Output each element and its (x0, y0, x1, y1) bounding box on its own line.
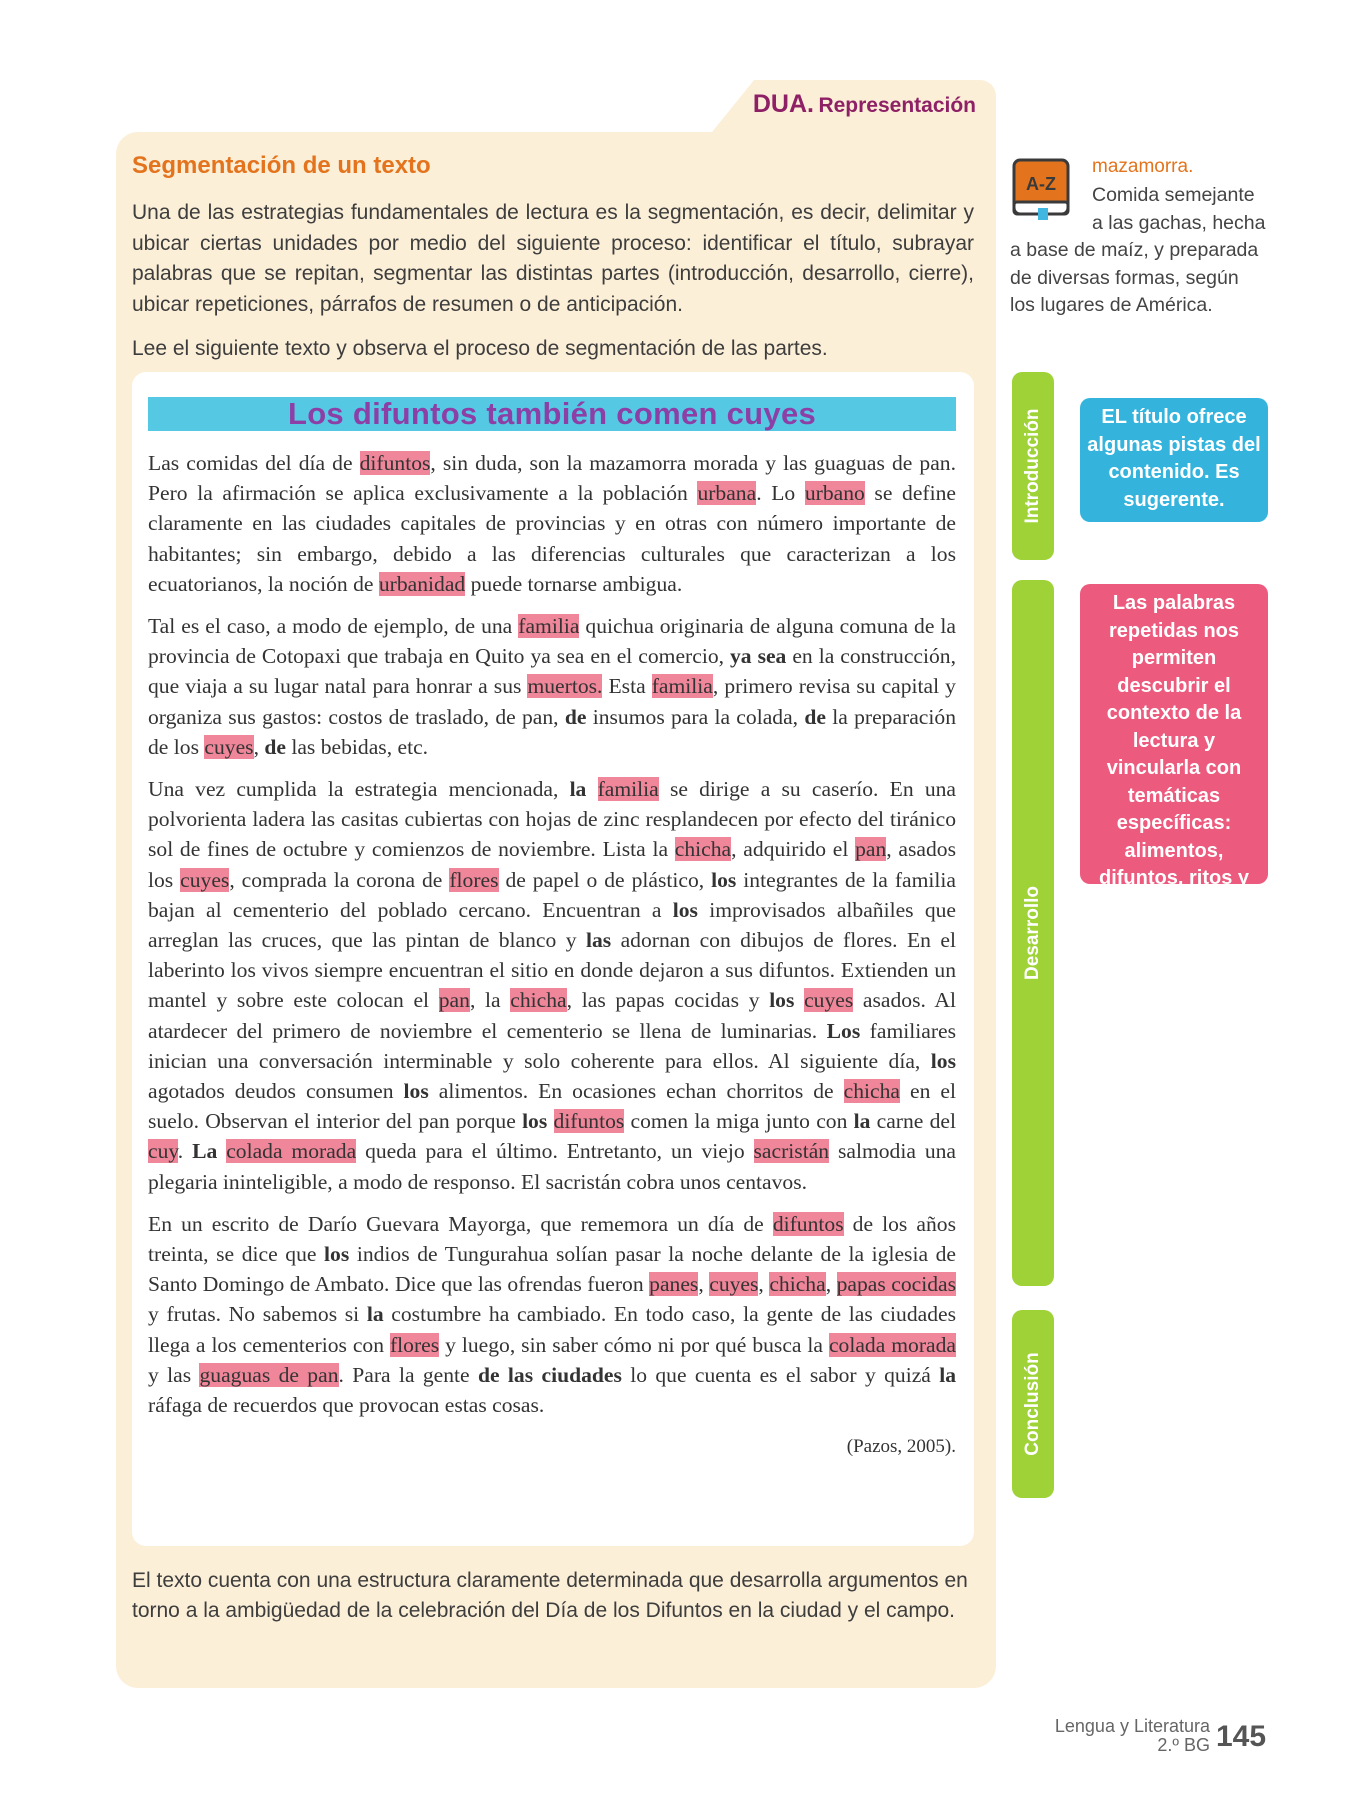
highlighted-word: chicha (674, 837, 732, 862)
highlighted-word: chicha (510, 988, 567, 1013)
highlighted-word: chicha (843, 1079, 901, 1104)
bold-word: los (324, 1242, 350, 1267)
text-run: de papel o de plástico, (498, 867, 712, 892)
text-run: , comprada la corona de (229, 867, 450, 892)
text-run: improvisados albañiles que arreglan las cruces, que las pintan de blanco y (148, 897, 957, 953)
text-run (547, 1109, 553, 1133)
dua-label: DUA. (752, 90, 814, 118)
text-run: . Para la gente (338, 1362, 478, 1387)
representation-label: Representación (818, 94, 976, 117)
text-run: en el suelo. Observan el interior del pan porque (148, 1079, 957, 1134)
highlighted-word: pan (855, 837, 887, 862)
text-run: agotados deudos consumen (148, 1079, 404, 1104)
text-run: , sin duda, son la mazamorra morada y las guaguas de pan. Pero la afirmación se aplica exclusivamente a la población (148, 451, 957, 506)
highlighted-word: difuntos (772, 1211, 844, 1236)
text-run: costumbre ha cambiado. En todo caso, la gente de las ciudades llega a los cementerios con (148, 1302, 956, 1357)
highlighted-word: cuyes (804, 988, 854, 1013)
highlighted-word: flores (449, 867, 499, 892)
bold-word: los (769, 988, 795, 1013)
bold-word: las (585, 928, 612, 953)
glossary-line: Comida semejante (1092, 184, 1255, 206)
bold-word: Los (826, 1018, 861, 1043)
segment-label-intro: Introducción (1022, 408, 1043, 524)
text-run: carne del (870, 1109, 957, 1134)
text-run: alimentos. En ocasiones echan chorritos de (428, 1079, 844, 1104)
highlighted-word: papas cocidas (836, 1272, 957, 1297)
bold-word: la (853, 1109, 871, 1134)
footer-grade: 2.º BG (1157, 1735, 1210, 1755)
section-title: Segmentación de un texto (132, 152, 431, 179)
highlighted-word: sacristán (753, 1139, 830, 1164)
highlighted-word: cuyes (180, 867, 230, 892)
highlighted-word: urbana (697, 481, 757, 506)
text-run: salmodia una plegaria ininteligible, a modo de responso. El sacristán cobra unos centavos. (148, 1139, 957, 1194)
glossary-definition (1010, 182, 1270, 320)
highlighted-word: colada morada (226, 1139, 357, 1164)
bold-word: la (569, 777, 587, 802)
story-paragraph-2 (148, 611, 956, 762)
footer-subject: Lengua y Literatura (1054, 1716, 1210, 1736)
bold-word: los (930, 1048, 956, 1073)
story-paragraph-1 (148, 448, 956, 599)
text-run: puede tornarse ambigua. (465, 571, 683, 596)
text-run: , las papas cocidas y (566, 988, 770, 1013)
text-run: adornan con dibujos de flores. En el laberinto los vivos siempre encuentran el sitio en donde dejaron a sus difuntos. Extienden un mantel y sobre este colocan el (148, 928, 956, 1013)
text-run: y las (148, 1362, 200, 1387)
text-run (794, 988, 804, 1012)
text-run (586, 777, 597, 801)
highlighted-word: pan (438, 988, 470, 1013)
text-run: comen la miga junto con (624, 1109, 854, 1134)
text-run: asados. Al atardecer del primero de noviembre el cementerio se llena de luminarias. (148, 988, 956, 1043)
dua-header (736, 90, 976, 119)
story-citation: (Pazos, 2005). (846, 1436, 956, 1458)
highlighted-word: difuntos (359, 451, 431, 475)
text-run: Esta (602, 674, 652, 699)
text-run: integrantes de la familia bajan al cementerio del poblado cercano. Encuentran a (148, 867, 956, 922)
bold-word: de las ciudades (478, 1362, 622, 1387)
text-run: indios de Tungurahua solían pasar la noche delante de la iglesia de Santo Domingo de Ambato. Dice que las ofrendas fueron (148, 1242, 957, 1297)
text-run: en la construcción, que viaja a su lugar natal para honrar a sus (148, 644, 956, 699)
text-run: quichua originaria de alguna comuna de la provincia de Cotopaxi que trabaja en Quito ya sea en el comercio, (148, 614, 956, 669)
text-run: , primero revisa su capital y organiza sus gastos: costos de traslado, de pan, (148, 674, 956, 729)
glossary-line: a base de maíz, y preparada (1010, 239, 1259, 262)
text-run: las bebidas, etc. (285, 734, 429, 759)
glossary-line: los lugares de América. (1010, 294, 1213, 317)
text-run: familiares inician una conversación interminable y solo coherente para ellos. Al siguiente día, (148, 1018, 957, 1073)
bold-word: la (939, 1362, 957, 1387)
glossary-line: de diversas formas, según (1010, 266, 1239, 289)
text-run: , adquirido el (731, 837, 856, 862)
highlighted-word: cuy (148, 1139, 178, 1164)
highlighted-word: familia (518, 614, 580, 639)
glossary-line: a las gachas, hecha (1092, 211, 1266, 234)
highlighted-word: flores (389, 1332, 440, 1357)
text-run: , (253, 734, 265, 759)
glossary-term: mazamorra. (1092, 156, 1194, 177)
bold-word: de (264, 734, 286, 759)
highlighted-word: urbano (804, 481, 865, 506)
text-run: , (698, 1272, 710, 1297)
text-run: . Lo (756, 481, 805, 506)
text-run (217, 1139, 226, 1163)
bold-word: los (522, 1109, 548, 1134)
highlighted-word: familia (597, 777, 659, 802)
highlighted-word: colada morada (828, 1332, 957, 1357)
highlighted-word: guaguas de pan (199, 1362, 339, 1387)
page-number: 145 (1216, 1720, 1267, 1753)
text-run: se define claramente en las ciudades capitales de provincias y en otras con número importante de habitantes; sin embargo, debido a las diferencias culturales que caracterizan a los ecuatorianos, la noción de (148, 481, 956, 596)
section-instruction: Lee el siguiente texto y observa el proceso de segmentación de las partes. (132, 337, 828, 360)
text-run: ráfaga de recuerdos que provocan estas cosas. (148, 1393, 545, 1418)
bold-word: los (403, 1079, 429, 1104)
highlighted-word: cuyes (204, 734, 254, 759)
highlighted-word: panes (649, 1272, 699, 1297)
bold-word: ya sea (730, 644, 787, 669)
text-run: insumos para la colada, (586, 704, 805, 729)
repeated-words-note: Las palabras repetidas nos permiten descubrir el contexto de la lectura y vincularla con temáticas específicas: alimentos, difuntos, ritos y religión. (1080, 584, 1268, 884)
dictionary-icon-label: A-Z (1026, 174, 1056, 194)
highlighted-word: chicha (769, 1272, 826, 1297)
text-run: . (177, 1139, 193, 1164)
segment-bar-development (1012, 580, 1054, 1286)
highlighted-word: familia (651, 674, 713, 699)
bold-word: la (366, 1302, 384, 1327)
story-paragraph-4 (148, 1209, 956, 1420)
segment-label-development: Desarrollo (1022, 886, 1043, 980)
footer-subject-block (1014, 1717, 1210, 1755)
title-note: EL título ofrece algunas pistas del contenido. Es sugerente. (1080, 398, 1268, 522)
text-run: , (758, 1272, 770, 1297)
story-title: Los difuntos también comen cuyes (148, 397, 956, 431)
highlighted-word: cuyes (709, 1272, 759, 1297)
text-run: la preparación de los (148, 704, 956, 759)
text-run: , (825, 1272, 837, 1297)
story-paragraph-3 (148, 774, 956, 1197)
text-run: se dirige a su caserío. En una polvorienta ladera las casitas cubiertas con hojas de zinc resplandecen por efecto del tiránico sol de fines de octubre y comienzos de noviembre. Lista la (148, 777, 957, 862)
highlighted-word: muertos. (527, 674, 603, 699)
bold-word: los (711, 867, 737, 892)
text-run: de los años treinta, se dice que (148, 1211, 956, 1267)
bold-word: los (672, 897, 698, 922)
text-run: Tal es el caso, a modo de ejemplo, de una (148, 614, 519, 639)
bold-word: de (564, 704, 587, 729)
text-run: , asados los (148, 837, 956, 892)
text-run: En un escrito de Darío Guevara Mayorga, que rememora un día de (148, 1211, 773, 1236)
highlighted-word: difuntos (553, 1109, 625, 1134)
text-run: Una vez cumplida la estrategia mencionada, (148, 777, 570, 802)
text-run: lo que cuenta es el sabor y quizá (621, 1362, 940, 1387)
text-run: y frutas. No sabemos si (148, 1302, 367, 1327)
section-intro: Una de las estrategias fundamentales de lectura es la segmentación, es decir, delimitar y ubicar ciertas unidades por medio del siguiente proceso: identificar el título, subrayar palabras que se repitan, segmentar las distintas partes (introducción, desarrollo, cierre), ubicar repeticiones, párrafos de resumen o de anticipación. (132, 201, 974, 316)
text-run: y luego, sin saber cómo ni por qué busca la (439, 1332, 829, 1357)
bold-word: La (192, 1139, 218, 1164)
highlighted-word: urbanidad (378, 571, 466, 596)
closing-text: El texto cuenta con una estructura claramente determinada que desarrolla argumentos en torno a la ambigüedad de la celebración del Día de los Difuntos en la ciudad y el campo. (132, 1569, 968, 1622)
segment-label-conclusion: Conclusión (1022, 1352, 1043, 1456)
segment-bar-intro (1012, 372, 1054, 560)
text-run: , la (469, 988, 511, 1013)
story-body (148, 448, 956, 1475)
segment-bar-conclusion (1012, 1310, 1054, 1498)
text-run: queda para el último. Entretanto, un viejo (356, 1139, 754, 1164)
bold-word: de (804, 704, 826, 729)
text-run: Las comidas del día de (148, 451, 360, 475)
